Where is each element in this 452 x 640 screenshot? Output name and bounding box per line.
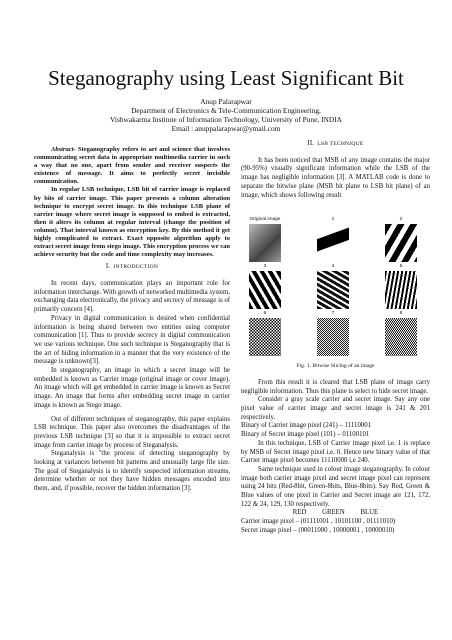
section-number: I. xyxy=(105,263,110,271)
bitplane-image xyxy=(317,318,349,356)
figure-cell-plane-2 xyxy=(379,217,423,264)
bitplane-image xyxy=(249,318,281,356)
section-heading-lsb xyxy=(241,140,430,149)
bitplane-image xyxy=(385,318,417,356)
lsb-paragraph-3: Consider a gray scale carrier and secret image. Say any one pixel value of carrier image and secret image is 241 & 201 respectively. xyxy=(241,396,430,421)
affiliation-institute: Vishwakarma Institute of Information Technology, University of Pune, INDIA xyxy=(110,115,342,124)
figure-cell-plane-5 xyxy=(379,264,423,311)
section-title: LSB TECHNIQUE xyxy=(317,141,364,147)
figure-label: 4 xyxy=(331,264,335,270)
figure-cell-original xyxy=(243,217,287,264)
original-image xyxy=(249,224,281,262)
right-column xyxy=(241,140,430,536)
author-email: Email : anuppalarapwar@ymail.com xyxy=(171,124,281,133)
figure-label: 6 xyxy=(263,311,267,317)
figure-cell-plane-3 xyxy=(243,264,287,311)
affiliation-dept: Department of Electronics & Tele-Communication Engineering, xyxy=(131,106,321,115)
figure-label: Original image xyxy=(249,217,281,223)
carrier-binary-line: Binary of Carrier image pixel (241) – 11110001 xyxy=(241,422,372,430)
bitplane-image xyxy=(385,271,417,309)
abstract-paragraph-2: In regular LSB technique, LSB bit of carrier image is replaced by bits of carrier image. This paper presents a column alteration technique to encrypt secret image. In this technique LSB plane of carrier image where secret image is supposed to embed is extracted, then it alters its column at regular interval (change the position of column). That interval known as encryption key. By this method it get highly complicated to extract. Exact opposite algorithm apply to extract secret image from stego image. This encryption process we can achieve security but the code and time complexity may increases. xyxy=(34,186,230,259)
abstract-text: Steganography refers to art and science that involves communicating secret data in appropriate multimedia carrier in such a way that no one, apart from sender and receiver suspects the existence of message. It aims to perfectly secret invisible communication. xyxy=(34,146,230,186)
secret-pixel-line: Secret image pixel – (00011000 , 10000001 , 10000010) xyxy=(241,526,395,534)
lsb-paragraph-1: It has been noticed that MSB of any image contains the major (90-95%) visually significant information while the LSB of the image has negligible information [3]. A MATLAB code is done to separate the bitwise plane (MSB bit plane to LSB bit plane) of an image, which shows following result xyxy=(241,156,430,199)
figure-label: 3 xyxy=(263,264,267,270)
color-channel-header: RED GREEN BLUE xyxy=(292,509,379,517)
figure-label: 8 xyxy=(399,311,403,317)
intro-paragraph-5: Steganalysis is "the process of detecting steganography by looking at variances between bit patterns and unusually large file size. The goal of Steganalysis is to identify suspected information streams, determine whether or not they have hidden messages encoded into them, and, if possible, recover the hidden information [3]. xyxy=(34,450,230,493)
section-number: II. xyxy=(307,140,314,147)
secret-binary-line: Binary of Secret image pixel (101) – 01100101 xyxy=(241,431,370,439)
bitplane-image xyxy=(317,271,349,309)
figure-label: 1 xyxy=(331,217,335,223)
section-title: INTRODUCTION xyxy=(113,264,159,271)
abstract-lead: Abstract- xyxy=(51,146,76,153)
figure-cell-plane-4 xyxy=(311,264,355,311)
abstract-paragraph xyxy=(34,146,230,186)
bitplane-figure xyxy=(241,206,430,358)
figure-cell-plane-8 xyxy=(379,311,423,358)
paper-title: Steganography using Least Significant Bit xyxy=(48,66,404,90)
figure-label: 7 xyxy=(331,311,335,317)
lsb-paragraph-2: From this result it is cleared that LSB plane of image carry negligible information. Thus this plane is select to hide secret image. xyxy=(241,378,430,395)
figure-cell-plane-1 xyxy=(311,217,355,264)
bitplane-image xyxy=(317,224,349,262)
section-heading-introduction xyxy=(34,263,230,272)
figure-label: 5 xyxy=(399,264,403,270)
carrier-pixel-line: Carrier image pixel – (01111001 , 10101100 , 01111010) xyxy=(241,518,396,526)
figure-label: 2 xyxy=(399,217,403,223)
lsb-paragraph-4: In this technique, LSB of Carrier image pixel i,e. 1 is replace by MSB of Secret image pixel i,e. 0. Hence new binary value of that Carrier image pixel becomes 11110000 i,e 240. xyxy=(241,439,430,465)
bitplane-image xyxy=(385,224,417,262)
figure-caption: Fig. 1. Bitwise Slicing of an image xyxy=(296,363,375,370)
lsb-paragraph-5: Same technique used in colour image steganography. In colour image both carrier image pixel and secret image pixel can represent using 24 bits (Red-8bit, Green-8bits, Blue-8bits). Say Red, Green & Blue values of one pixel in Carrier and Secret image are 121, 172, 122 & 24, 129, 130 respectively. xyxy=(241,465,430,508)
figure-cell-plane-7 xyxy=(311,311,355,358)
author-block xyxy=(0,97,452,133)
intro-paragraph-2: Privacy in digital communication is desired when confidential information is being shared between two entities using computer communication [1]. Thus to provide secrecy in digital communication we use various technique. One such technique is Steganography that is the art of hiding information in a manner that the very existence of the message is unknown[3]. xyxy=(34,314,230,366)
intro-paragraph-1: In recent days, communication plays an important role for information interchange. With growth of networked multimedia system, exchanging data electronically, the privacy and secrecy of message is of primarily concern [4]. xyxy=(34,280,230,314)
author-name: Anup Palarapwar xyxy=(200,97,252,106)
left-column xyxy=(34,146,230,494)
figure-cell-plane-6 xyxy=(243,311,287,358)
bitplane-image xyxy=(249,271,281,309)
intro-paragraph-4: Out of different techniques of steganography, this paper explains LSB technique. This paper also overcomes the disadvantages of the previous LSB technique [3] so that it is impossible to extract secret image from carrier image by process of Steganalysis. xyxy=(34,415,230,449)
intro-paragraph-3: In steganography, an image in which a secret image will be embedded is known as Carrier image (original image or cover image). An image which will get embedded in carrier image is known as Secret image. An image that forms after embedding secret image in carrier image is known as Stego image. xyxy=(34,367,230,409)
